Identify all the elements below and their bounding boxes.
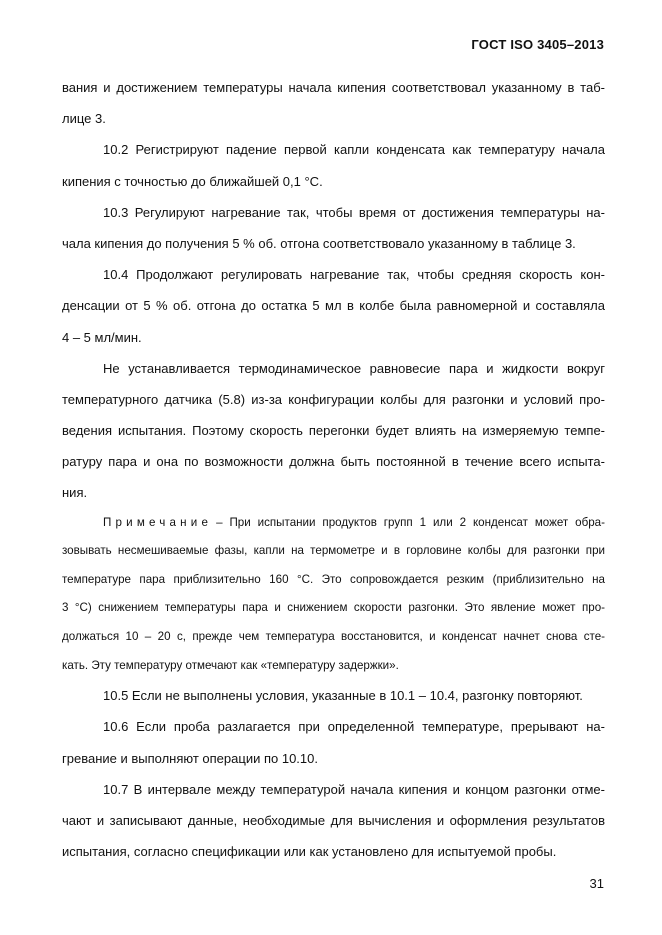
text-line: 4 – 5 мл/мин. [62, 329, 142, 345]
text-line: ведения испытания. Поэтому скорость перегонки будет влиять на измеряемую темпе- [62, 423, 605, 439]
text-line: 10.5 Если не выполнены условия, указанные в 10.1 – 10.4, разгонку повторяют. [103, 688, 583, 704]
text-line: кипения с точностью до ближайшей 0,1 °С. [62, 173, 323, 189]
text-line: ратуру пара и она по возможности должна быть постоянной в течение всего испыта- [62, 454, 605, 470]
note-line: 3 °С) снижением температуры пара и снижением скорости разгонки. Это явление может про- [62, 601, 605, 615]
text-line: лице 3. [62, 111, 106, 127]
page-body [62, 72, 605, 867]
paragraph [62, 197, 605, 259]
note-line: должаться 10 – 20 с, прежде чем температура восстановится, и конденсат начнет снова сте- [62, 630, 605, 643]
text-line: чают и записывают данные, необходимые для вычисления и оформления результатов [62, 812, 605, 828]
text-line: Не устанавливается термодинамическое равновесие пара и жидкости вокруг [103, 360, 605, 376]
text-line: 10.4 Продолжают регулировать нагревание так, чтобы средняя скорость кон- [103, 267, 605, 283]
page-number: 31 [589, 876, 604, 891]
paragraph [62, 72, 605, 134]
paragraph [62, 774, 605, 868]
paragraph [62, 353, 605, 509]
text-line: 10.7 В интервале между температурой начала кипения и концом разгонки отме- [103, 781, 605, 797]
paragraph [62, 259, 605, 353]
text-line: чала кипения до получения 5 % об. отгона соответствовало указанному в таблице 3. [62, 235, 576, 251]
text-line: 10.3 Регулируют нагревание так, чтобы время от достижения температуры на- [103, 204, 605, 220]
document-header: ГОСТ ISO 3405–2013 [471, 37, 604, 52]
text-line: испытания, согласно спецификации или как установлено для испытуемой пробы. [62, 844, 557, 860]
text-line: 10.2 Регистрируют падение первой капли конденсата как температуру начала [103, 142, 605, 158]
note-text: – При испытании продуктов групп 1 или 2 конденсат может обра- [216, 515, 605, 529]
text-line: гревание и выполняют операции по 10.10. [62, 750, 318, 766]
note-line: кать. Эту температуру отмечают как «температуру задержки». [62, 658, 399, 672]
paragraph [62, 680, 605, 711]
paragraph [62, 134, 605, 196]
note-line: зовывать несмешиваемые фазы, капли на термометре и в горловине колбы для разгонки при [62, 544, 605, 558]
text-line: вания и достижением температуры начала кипения соответствовал указанному в таб- [62, 80, 605, 95]
note-block [62, 509, 605, 681]
text-line: температурного датчика (5.8) из-за конфигурации колбы для разгонки и условий про- [62, 391, 605, 407]
paragraph [62, 711, 605, 773]
note-label: Примечание [103, 515, 213, 529]
note-line [62, 509, 605, 538]
note-line: температуре пара приблизительно 160 °С. Это сопровождается резким (приблизительно на [62, 572, 605, 586]
text-line: ния. [62, 485, 88, 501]
text-line: 10.6 Если проба разлагается при определенной температуре, прерывают на- [103, 719, 605, 735]
text-line: денсации от 5 % об. отгона до остатка 5 мл в колбе была равномерной и составляла [62, 298, 605, 314]
